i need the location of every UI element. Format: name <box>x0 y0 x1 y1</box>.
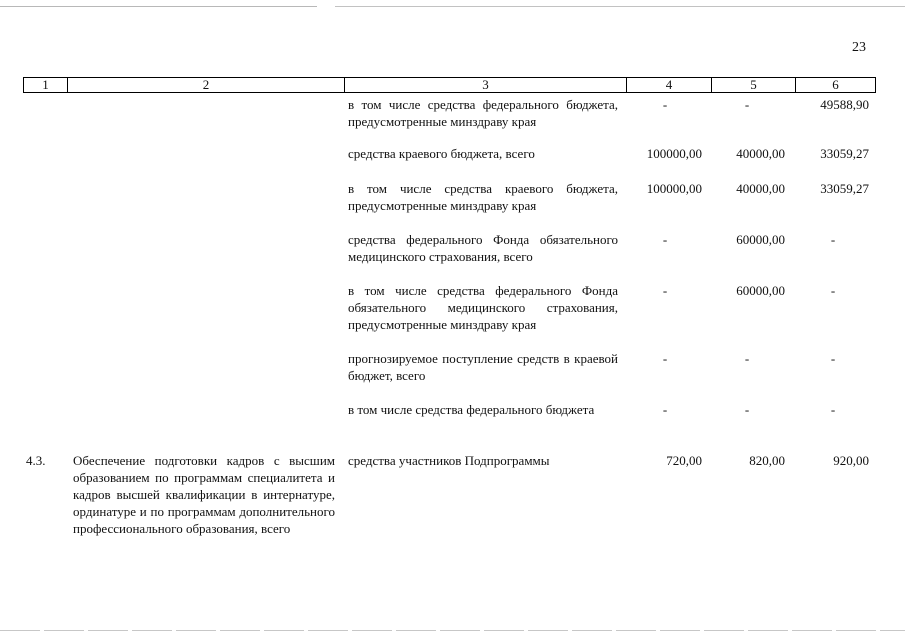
value-col-5: 40000,00 <box>736 181 785 196</box>
task-index: 4.3. <box>26 453 46 468</box>
value-col-5: 820,00 <box>749 453 785 468</box>
value-col-4: 100000,00 <box>646 181 702 196</box>
value-col-4: 720,00 <box>666 453 702 468</box>
header-col-2: 2 <box>68 78 345 92</box>
value-col-6: - <box>830 351 836 366</box>
value-col-6: 33059,27 <box>820 181 869 196</box>
value-col-4: - <box>662 232 668 247</box>
value-col-5: - <box>744 97 750 112</box>
funding-source-label: в том числе средства краевого бюджета, предусмотренные минздраву края <box>348 181 618 213</box>
funding-source-label: средства краевого бюджета, всего <box>348 146 535 161</box>
funding-source-label: в том числе средства федерального Фонда обязательного медицинского страхования, предусмотренные минздраву края <box>348 283 618 332</box>
value-col-6: - <box>830 283 836 298</box>
header-col-1: 1 <box>24 78 68 92</box>
value-col-4: - <box>662 351 668 366</box>
value-col-5: 60000,00 <box>736 283 785 298</box>
header-col-4: 4 <box>627 78 712 92</box>
value-col-4: - <box>662 402 668 417</box>
funding-source-label: средства федерального Фонда обязательного медицинского страхования, всего <box>348 232 618 264</box>
scan-artifact-bottom <box>0 630 905 631</box>
value-col-6: 920,00 <box>833 453 869 468</box>
funding-source-label: прогнозируемое поступление средств в краевой бюджет, всего <box>348 351 618 383</box>
value-col-4: - <box>662 283 668 298</box>
table-header-row <box>23 77 876 93</box>
scan-artifact-top <box>0 6 905 7</box>
value-col-6: - <box>830 232 836 247</box>
value-col-5: - <box>744 402 750 417</box>
header-col-3: 3 <box>345 78 627 92</box>
header-col-6: 6 <box>832 77 839 92</box>
value-col-5: - <box>744 351 750 366</box>
funding-source-label: средства участников Подпрограммы <box>348 453 550 468</box>
task-description: Обеспечение подготовки кадров с высшим образованием по программам специалитета и кадров высшей квалификации в интернатуре, ординатуре и по программам дополнительного профессионального образования, всего <box>73 453 335 536</box>
funding-source-label: в том числе средства федерального бюджета <box>348 402 595 417</box>
funding-source-label: в том числе средства федерального бюджета, предусмотренные минздраву края <box>348 97 618 129</box>
value-col-5: 40000,00 <box>736 146 785 161</box>
value-col-5: 60000,00 <box>736 232 785 247</box>
value-col-4: - <box>662 97 668 112</box>
value-col-4: 100000,00 <box>646 146 702 161</box>
value-col-6: 49588,90 <box>820 97 869 112</box>
value-col-6: 33059,27 <box>820 146 869 161</box>
page-number: 23 <box>852 40 866 55</box>
value-col-6: - <box>830 402 836 417</box>
header-col-5: 5 <box>712 78 796 92</box>
